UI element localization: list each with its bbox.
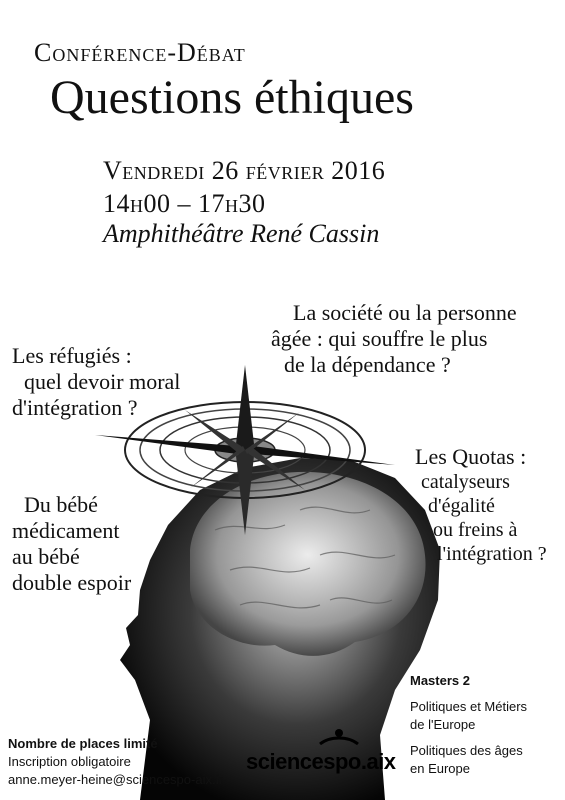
masters-heading: Masters 2 bbox=[410, 673, 470, 688]
masters-program-line: Politiques des âges bbox=[410, 743, 523, 758]
topic-bebe-line: Du bébé bbox=[24, 492, 98, 517]
event-kicker: Conférence-Débat bbox=[34, 38, 246, 67]
brain-shape bbox=[190, 472, 426, 656]
masters-program-line: Politiques et Métiers bbox=[410, 699, 528, 714]
event-time: 14h00 – 17h30 bbox=[103, 189, 266, 218]
topic-societe-line: âgée : qui souffre le plus bbox=[271, 326, 488, 351]
topic-quotas-line: ou freins à bbox=[433, 519, 518, 541]
page-title: Questions éthiques bbox=[50, 71, 414, 124]
topic-societe-line: de la dépendance ? bbox=[284, 352, 451, 377]
places-limited: Nombre de places limité bbox=[8, 736, 158, 751]
logo-figure-icon bbox=[318, 728, 360, 746]
topic-quotas-line: catalyseurs bbox=[421, 471, 510, 493]
topic-quotas-line: l'intégration ? bbox=[437, 543, 547, 565]
topic-refugies-line: quel devoir moral bbox=[24, 369, 181, 394]
topic-bebe-line: double espoir bbox=[12, 570, 132, 595]
topic-societe-line: La société ou la personne bbox=[293, 300, 517, 325]
topic-bebe-line: au bébé bbox=[12, 544, 80, 569]
topic-quotas-line: Les Quotas : bbox=[415, 444, 527, 469]
topic-bebe-line: médicament bbox=[12, 518, 120, 543]
masters-program-line: en Europe bbox=[410, 761, 470, 776]
topic-refugies-line: d'intégration ? bbox=[12, 395, 138, 420]
contact-email-link[interactable]: anne.meyer-heine@sciencespo-aix.fr bbox=[8, 772, 224, 787]
masters-program-line: de l'Europe bbox=[410, 717, 476, 732]
registration-required: Inscription obligatoire bbox=[8, 754, 131, 769]
event-venue: Amphithéâtre René Cassin bbox=[103, 219, 380, 248]
topic-quotas-line: d'égalité bbox=[428, 495, 495, 517]
event-date: Vendredi 26 février 2016 bbox=[103, 156, 386, 185]
sciencespo-aix-logo: sciencespo.aix bbox=[246, 749, 396, 774]
topic-refugies-line: Les réfugiés : bbox=[12, 343, 132, 368]
